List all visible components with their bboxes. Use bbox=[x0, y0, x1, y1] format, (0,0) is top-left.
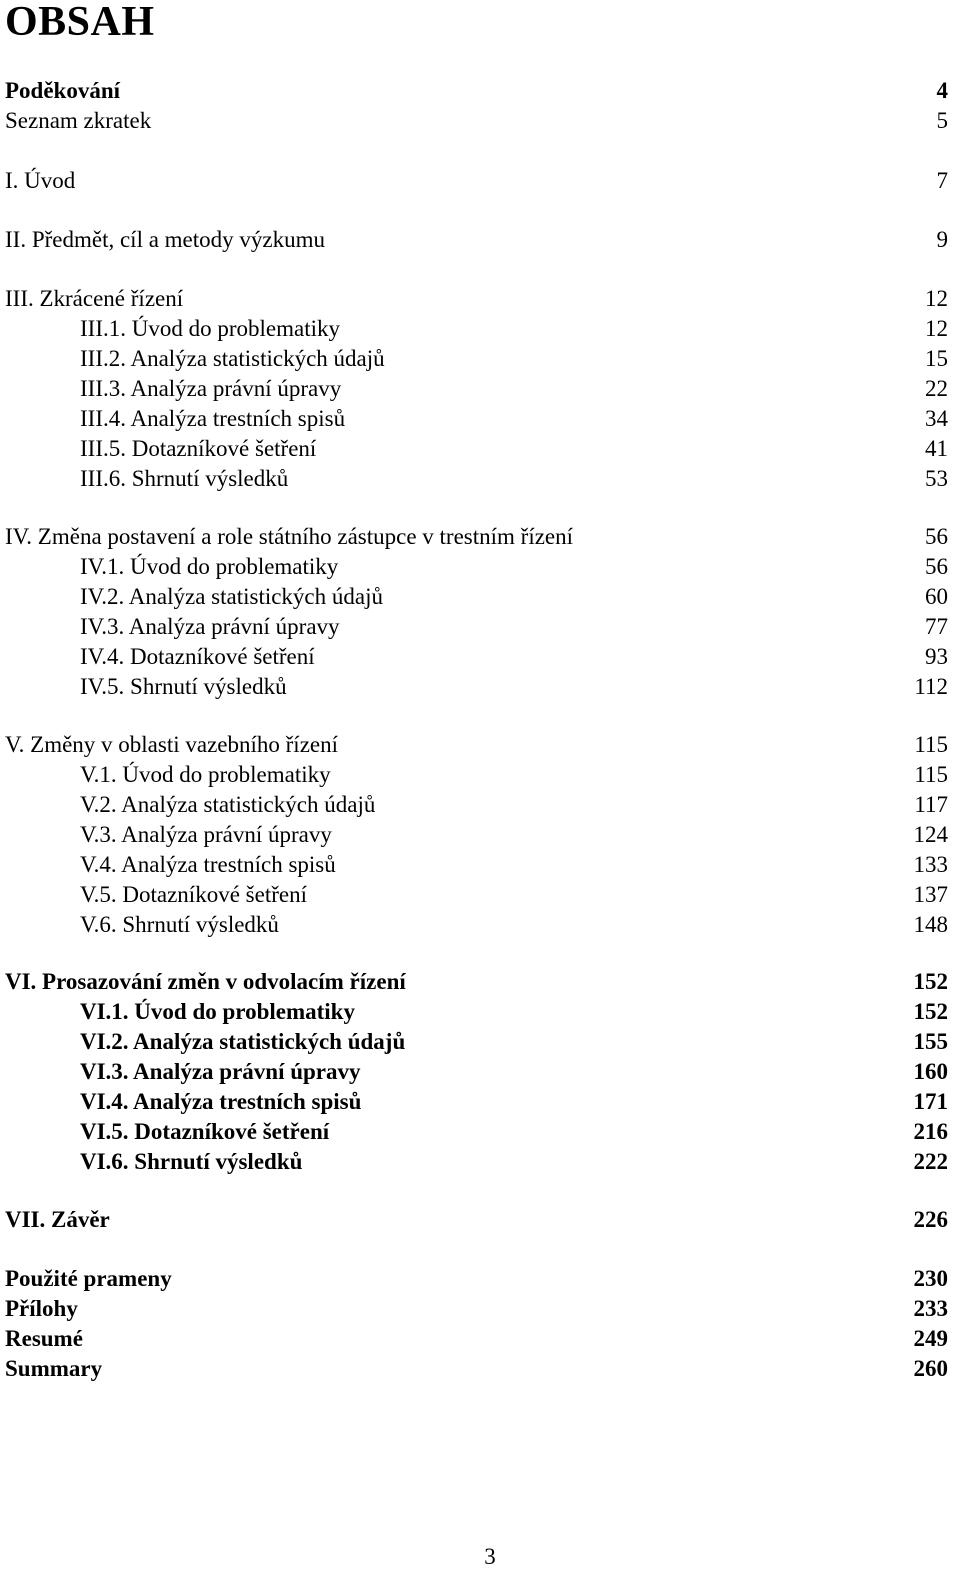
toc-entry-page: 233 bbox=[913, 1296, 948, 1321]
toc-entry-page: 171 bbox=[913, 1089, 948, 1114]
toc-entry-page: 160 bbox=[913, 1059, 948, 1084]
toc-entry-page: 15 bbox=[925, 346, 948, 371]
toc-subentry[interactable] bbox=[0, 314, 960, 344]
toc-entry[interactable] bbox=[0, 225, 960, 255]
toc-entry-label: IV.1. Úvod do problematiky bbox=[80, 554, 339, 579]
toc-entry-page: 7 bbox=[936, 168, 948, 193]
page-number: 3 bbox=[484, 1544, 496, 1569]
toc-subentry[interactable] bbox=[0, 374, 960, 404]
toc-subentry[interactable] bbox=[0, 672, 960, 702]
toc-subentry[interactable] bbox=[0, 790, 960, 820]
toc-entry[interactable] bbox=[0, 1294, 960, 1324]
toc-entry-label: IV.3. Analýza právní úpravy bbox=[80, 614, 340, 639]
toc-entry-label: III.3. Analýza právní úpravy bbox=[80, 376, 342, 401]
toc-entry-page: 260 bbox=[913, 1356, 948, 1381]
toc-entry-label: Summary bbox=[5, 1356, 103, 1381]
toc-entry-page: 124 bbox=[913, 822, 948, 847]
toc-entry-page: 117 bbox=[914, 792, 948, 817]
toc-subentry[interactable] bbox=[0, 434, 960, 464]
toc-entry-page: 112 bbox=[914, 674, 948, 699]
toc-entry-label: Seznam zkratek bbox=[5, 108, 152, 133]
toc-entry[interactable] bbox=[0, 1324, 960, 1354]
toc-entry-label: V.5. Dotazníkové šetření bbox=[80, 882, 307, 907]
toc-entry-page: 137 bbox=[913, 882, 948, 907]
toc-entry-label: V. Změny v oblasti vazebního řízení bbox=[5, 732, 338, 757]
toc-entry-page: 226 bbox=[913, 1207, 948, 1232]
toc-entry-page: 148 bbox=[913, 912, 948, 937]
toc-entry[interactable] bbox=[0, 76, 960, 106]
toc-entry-label: VII. Závěr bbox=[5, 1207, 110, 1232]
toc-entry-label: VI.3. Analýza právní úpravy bbox=[80, 1059, 361, 1084]
toc-entry[interactable] bbox=[0, 1354, 960, 1384]
toc-entry-label: III.1. Úvod do problematiky bbox=[80, 316, 340, 341]
toc-entry-label: VI.2. Analýza statistických údajů bbox=[80, 1029, 406, 1054]
toc-entry-label: V.3. Analýza právní úpravy bbox=[80, 822, 332, 847]
toc-entry-page: 53 bbox=[925, 466, 948, 491]
toc-entry-page: 9 bbox=[936, 227, 948, 252]
toc-entry-page: 12 bbox=[925, 316, 948, 341]
toc-entry-page: 115 bbox=[914, 732, 948, 757]
toc-subentry[interactable] bbox=[0, 850, 960, 880]
toc-entry-page: 93 bbox=[925, 644, 948, 669]
toc-subentry[interactable] bbox=[0, 880, 960, 910]
toc-entry[interactable] bbox=[0, 522, 960, 552]
toc-entry-label: VI. Prosazování změn v odvolacím řízení bbox=[5, 969, 406, 994]
toc-subentry[interactable] bbox=[0, 820, 960, 850]
toc-entry-page: 115 bbox=[914, 762, 948, 787]
toc-subentry[interactable] bbox=[0, 552, 960, 582]
toc-subentry[interactable] bbox=[0, 344, 960, 374]
toc-entry-page: 34 bbox=[925, 406, 948, 431]
toc-entry-page: 222 bbox=[913, 1149, 948, 1174]
toc-entry-page: 56 bbox=[925, 554, 948, 579]
toc-entry-label: IV.2. Analýza statistických údajů bbox=[80, 584, 383, 609]
toc-entry-page: 152 bbox=[913, 969, 948, 994]
toc-entry-label: II. Předmět, cíl a metody výzkumu bbox=[5, 227, 326, 252]
toc-entry-label: V.6. Shrnutí výsledků bbox=[80, 912, 279, 937]
toc-entry-label: V.1. Úvod do problematiky bbox=[80, 762, 331, 787]
toc-entry[interactable] bbox=[0, 166, 960, 196]
toc-subentry[interactable] bbox=[0, 1147, 960, 1177]
toc-subentry[interactable] bbox=[0, 1027, 960, 1057]
toc-subentry[interactable] bbox=[0, 404, 960, 434]
toc-entry-label: III. Zkrácené řízení bbox=[5, 286, 184, 311]
toc-entry-label: IV.5. Shrnutí výsledků bbox=[80, 674, 287, 699]
toc-entry-page: 155 bbox=[913, 1029, 948, 1054]
toc-entry-page: 249 bbox=[913, 1326, 948, 1351]
toc-entry-label: Přílohy bbox=[5, 1296, 78, 1321]
toc-subentry[interactable] bbox=[0, 612, 960, 642]
toc-entry-label: IV.4. Dotazníkové šetření bbox=[80, 644, 315, 669]
toc-subentry[interactable] bbox=[0, 642, 960, 672]
toc-entry-label: III.5. Dotazníkové šetření bbox=[80, 436, 317, 461]
toc-entry-page: 4 bbox=[936, 78, 948, 103]
toc-entry-label: V.4. Analýza trestních spisů bbox=[80, 852, 336, 877]
page-title: OBSAH bbox=[5, 0, 155, 45]
toc-entry-label: VI.5. Dotazníkové šetření bbox=[80, 1119, 330, 1144]
toc-entry-label: VI.4. Analýza trestních spisů bbox=[80, 1089, 362, 1114]
toc-entry[interactable] bbox=[0, 106, 960, 136]
toc-entry-label: VI.1. Úvod do problematiky bbox=[80, 999, 355, 1024]
toc-subentry[interactable] bbox=[0, 582, 960, 612]
toc-entry-label: Poděkování bbox=[5, 78, 121, 103]
toc-subentry[interactable] bbox=[0, 1087, 960, 1117]
toc-entry-page: 133 bbox=[913, 852, 948, 877]
toc-entry-page: 230 bbox=[913, 1266, 948, 1291]
toc-entry-page: 216 bbox=[913, 1119, 948, 1144]
toc-entry-label: VI.6. Shrnutí výsledků bbox=[80, 1149, 303, 1174]
toc-entry-page: 41 bbox=[925, 436, 948, 461]
toc-subentry[interactable] bbox=[0, 1057, 960, 1087]
toc-entry-label: III.6. Shrnutí výsledků bbox=[80, 466, 289, 491]
toc-entry[interactable] bbox=[0, 284, 960, 314]
toc-entry[interactable] bbox=[0, 967, 960, 997]
toc-subentry[interactable] bbox=[0, 464, 960, 494]
toc-subentry[interactable] bbox=[0, 997, 960, 1027]
toc-entry-label: I. Úvod bbox=[5, 168, 76, 193]
toc-entry-page: 22 bbox=[925, 376, 948, 401]
toc-subentry[interactable] bbox=[0, 760, 960, 790]
toc-entry[interactable] bbox=[0, 1205, 960, 1235]
toc-entry-label: III.4. Analýza trestních spisů bbox=[80, 406, 346, 431]
toc-entry-page: 56 bbox=[925, 524, 948, 549]
toc-entry-label: V.2. Analýza statistických údajů bbox=[80, 792, 376, 817]
toc-entry-label: Resumé bbox=[5, 1326, 83, 1351]
toc-entry-page: 60 bbox=[925, 584, 948, 609]
toc-subentry[interactable] bbox=[0, 1117, 960, 1147]
toc-subentry[interactable] bbox=[0, 910, 960, 940]
toc-entry-page: 5 bbox=[936, 108, 948, 133]
toc-entry-label: IV. Změna postavení a role státního zástupce v trestním řízení bbox=[5, 524, 574, 549]
toc-entry-page: 152 bbox=[913, 999, 948, 1024]
toc-entry[interactable] bbox=[0, 730, 960, 760]
toc-entry[interactable] bbox=[0, 1264, 960, 1294]
toc-entry-label: III.2. Analýza statistických údajů bbox=[80, 346, 385, 371]
toc-entry-label: Použité prameny bbox=[5, 1266, 172, 1291]
toc-entry-page: 12 bbox=[925, 286, 948, 311]
toc-entry-page: 77 bbox=[925, 614, 948, 639]
